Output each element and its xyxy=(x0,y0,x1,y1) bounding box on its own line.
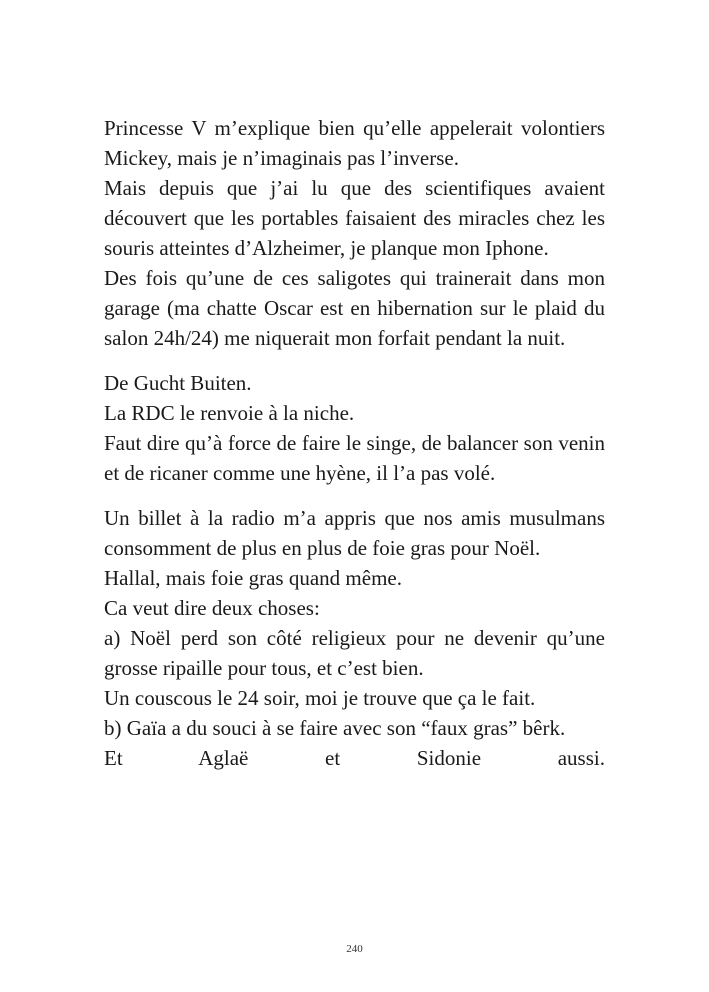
paragraph: Princesse V m’explique bien qu’elle appelerait volontiers Mickey, mais je n’imaginais pas l’inverse. xyxy=(104,116,605,170)
paragraph: Faut dire qu’à force de faire le singe, de balancer son venin et de ricaner comme une hyène, il l’a pas volé. xyxy=(104,431,605,485)
paragraph: Mais depuis que j’ai lu que des scientifiques avaient découvert que les portables faisaient des miracles chez les souris atteintes d’Alzheimer, je planque mon Iphone. xyxy=(104,176,605,260)
paragraph: De Gucht Buiten. xyxy=(104,371,252,395)
body-text xyxy=(104,113,605,773)
page-number: 240 xyxy=(346,943,363,955)
paragraph: Un billet à la radio m’a appris que nos amis musulmans consomment de plus en plus de foie gras pour Noël. xyxy=(104,506,605,560)
paragraph: b) Gaïa a du souci à se faire avec son “faux gras” bêrk. xyxy=(104,716,566,740)
paragraph: Des fois qu’une de ces saligotes qui trainerait dans mon garage (ma chatte Oscar est en hibernation sur le plaid du salon 24h/24) me niquerait mon forfait pendant la nuit. xyxy=(104,266,605,350)
paragraph: Hallal, mais foie gras quand même. xyxy=(104,566,402,590)
paragraph: a) Noël perd son côté religieux pour ne devenir qu’une grosse ripaille pour tous, et c’est bien. xyxy=(104,626,605,680)
paragraph: Et Aglaë et Sidonie aussi. xyxy=(104,746,605,770)
paragraph: Ca veut dire deux choses: xyxy=(104,596,320,620)
paragraph: Un couscous le 24 soir, moi je trouve que ça le fait. xyxy=(104,686,536,710)
paragraph: La RDC le renvoie à la niche. xyxy=(104,401,355,425)
